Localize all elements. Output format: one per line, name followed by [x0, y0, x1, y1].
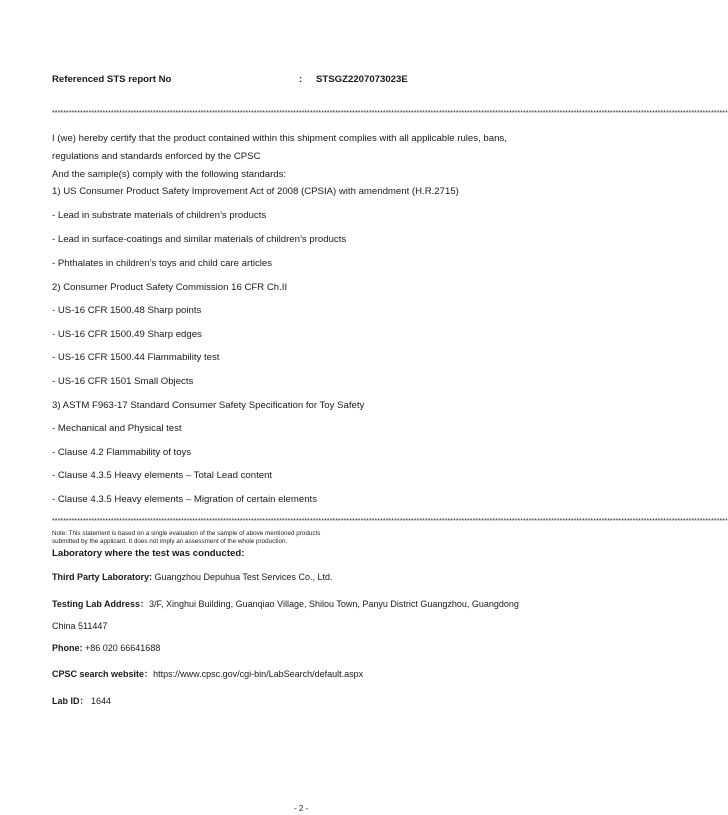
labid-label: Lab ID [52, 696, 80, 706]
standard-item: - US-16 CFR 1501 Small Objects [52, 376, 194, 387]
third-party-label: Third Party Laboratory: [52, 572, 153, 582]
standard-item: - Lead in substrate materials of children’s products [52, 210, 267, 221]
standard-item: - Lead in surface-coatings and similar materials of children’s products [52, 234, 347, 245]
separator-top: ************************************************************************************************************************************************************************************************************************************************* [52, 110, 728, 117]
standard-item: 1) US Consumer Product Safety Improvement Act of 2008 (CPSIA) with amendment (H.R.2715) [52, 186, 459, 197]
cert-line-2: regulations and standards enforced by the CPSC [52, 151, 261, 162]
third-party-value: Guangzhou Depuhua Test Services Co., Ltd. [152, 572, 333, 582]
testing-lab-address [52, 597, 519, 610]
labid-value: 1644 [88, 696, 112, 706]
standard-item: - Clause 4.3.5 Heavy elements – Total Lead content [52, 470, 273, 481]
standard-item: - Clause 4.3.5 Heavy elements – Migration of certain elements [52, 494, 318, 505]
labid-separator: ： [79, 696, 89, 706]
report-number: STSGZ2207073023E [316, 74, 408, 85]
phone [52, 643, 160, 653]
address-line-2: China 511447 [52, 621, 108, 631]
report-label: Referenced STS report No [52, 74, 172, 85]
note-line-2: submitted by the applicant. It does not imply an assessment of the whole production. [52, 538, 288, 545]
lab-id [52, 694, 111, 707]
standard-item: 2) Consumer Product Safety Commission 16 CFR Ch.II [52, 282, 288, 293]
standard-item: - US-16 CFR 1500.49 Sharp edges [52, 329, 202, 340]
address-separator: ： [140, 599, 150, 609]
standard-item: - US-16 CFR 1500.44 Flammability test [52, 352, 220, 363]
separator-bottom: ************************************************************************************************************************************************************************************************************************************************* [52, 518, 728, 525]
report-colon: : [299, 74, 303, 85]
standard-item: - Mechanical and Physical test [52, 423, 182, 434]
page-number: - 2 - [294, 804, 309, 813]
standard-item: - Phthalates in children’s toys and child care articles [52, 258, 273, 269]
note-line-1: Note: This statement is based on a single evaluation of the sample of above mentioned products [52, 530, 321, 537]
address-label: Testing Lab Address [52, 599, 141, 609]
website-link[interactable]: https://www.cpsc.gov/cgi-bin/LabSearch/default.aspx [153, 669, 364, 679]
standard-item: 3) ASTM F963-17 Standard Consumer Safety Specification for Toy Safety [52, 400, 365, 411]
third-party-lab [52, 572, 332, 582]
standard-item: - Clause 4.2 Flammability of toys [52, 447, 192, 458]
cpsc-website [52, 667, 363, 680]
phone-label: Phone: [52, 643, 83, 653]
address-value: 3/F, Xinghui Building, Guanqiao Village, Shilou Town, Panyu District Guangzhou, Guangdong [149, 599, 519, 609]
lab-heading: Laboratory where the test was conducted: [52, 548, 245, 559]
cert-line-1: I (we) hereby certify that the product contained within this shipment complies with all applicable rules, bans, [52, 133, 507, 144]
phone-value: +86 020 66641688 [82, 643, 161, 653]
website-separator: ： [144, 669, 154, 679]
standard-item: - US-16 CFR 1500.48 Sharp points [52, 305, 202, 316]
cert-line-3: And the sample(s) comply with the following standards: [52, 169, 287, 180]
website-label: CPSC search website [52, 669, 145, 679]
